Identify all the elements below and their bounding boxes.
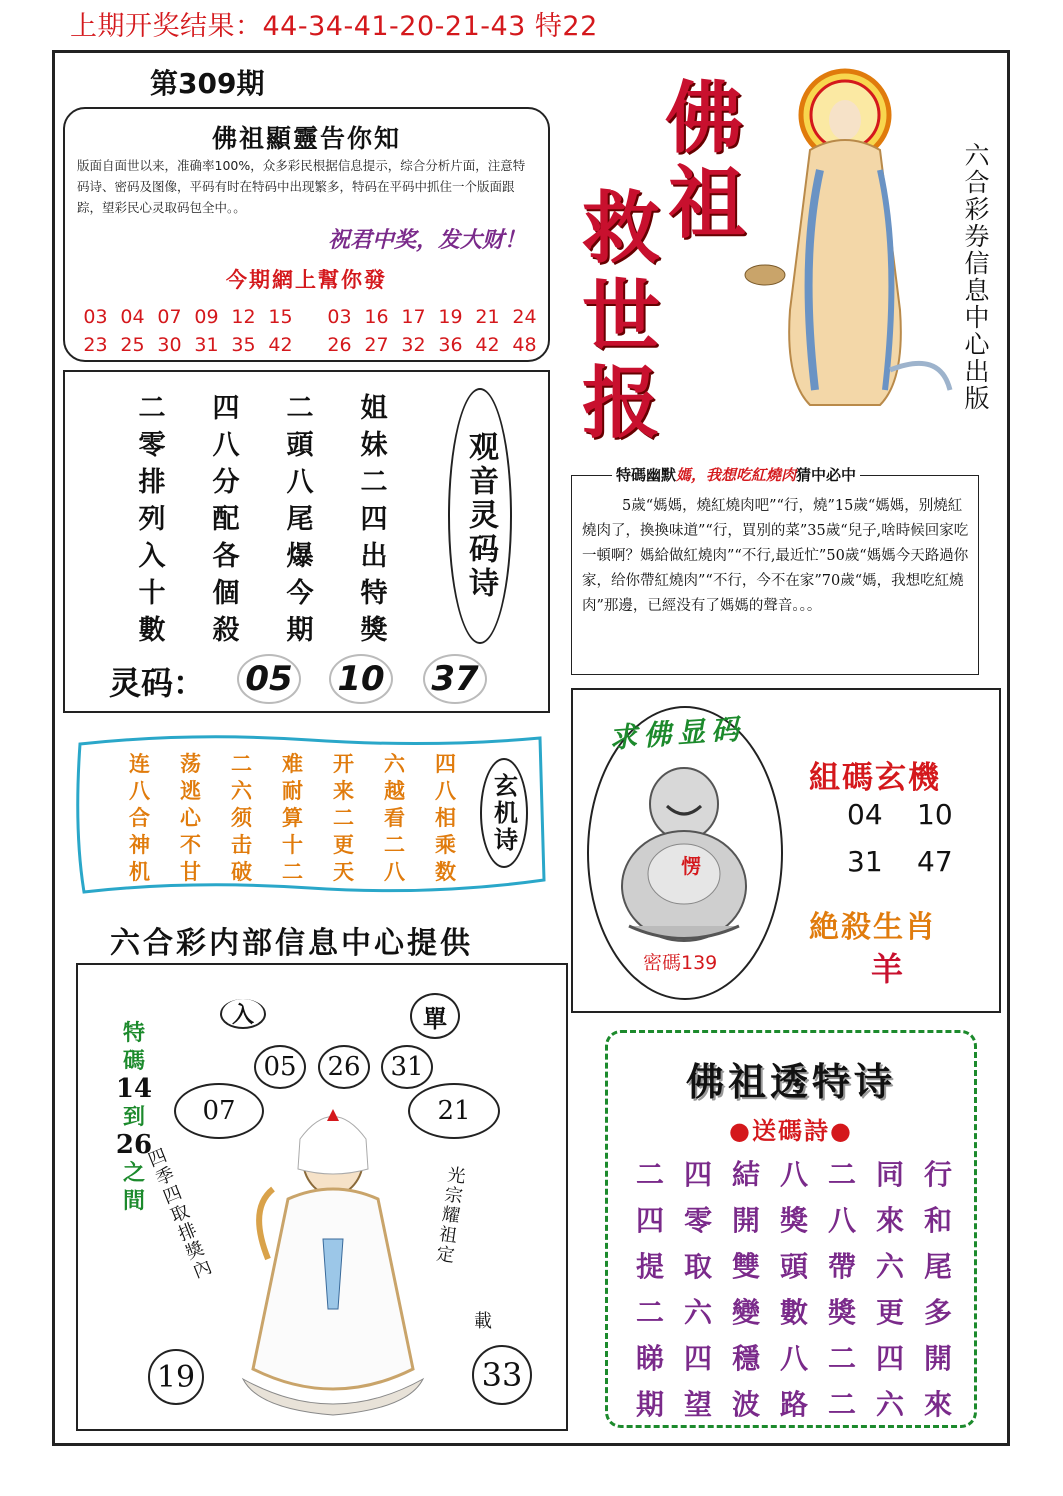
poem-char: 分 bbox=[212, 467, 240, 498]
xuanji-char: 天 bbox=[333, 859, 354, 884]
joke-body: 5歲“媽媽，燒紅燒肉吧”“行，燒”15歲“媽媽，别燒紅燒肉了，換換味道”“行，買别的菜”35歲“兒子,啥時候回家吃一頓啊？媽給做紅燒肉”“不行,最近忙”50歲“媽媽今天路過你家，给你帶紅燒肉”“不行，今不在家”70歲“媽，我想吃紅燒肉”那邊，已經没有了媽媽的聲音。。。 bbox=[582, 498, 969, 614]
notice-title: 佛祖顯靈告你知 bbox=[211, 124, 401, 153]
title-char-1: 佛 bbox=[665, 73, 744, 164]
xuanji-char: 越 bbox=[384, 778, 405, 803]
range-suffix: 之間 bbox=[122, 1160, 145, 1214]
top-num-3: 31 bbox=[381, 1045, 433, 1089]
poem-char: 姐 bbox=[360, 393, 388, 424]
group-code-2: 10 bbox=[917, 798, 953, 831]
tepoem-char: 四 bbox=[635, 1204, 664, 1237]
buddha-box bbox=[571, 688, 1001, 1013]
buddha-arc-title: 求佛显码 bbox=[608, 712, 747, 755]
group-code-3: 31 bbox=[847, 845, 883, 878]
poem-char: 殺 bbox=[212, 615, 240, 646]
tepoem-char: 四 bbox=[683, 1158, 712, 1191]
notice-numbers bbox=[77, 303, 543, 359]
xuanji-char: 心 bbox=[180, 805, 201, 830]
xuanji-char: 看 bbox=[384, 805, 405, 830]
tepoem-char: 零 bbox=[683, 1204, 712, 1237]
notice-wish: 祝君中奖，发大财！ bbox=[327, 227, 526, 253]
tepoem-char: 頭 bbox=[779, 1250, 808, 1283]
top-num-1: 05 bbox=[254, 1045, 306, 1089]
left-poem: 四季四取排獎內 bbox=[142, 1145, 215, 1283]
bottom-left-num: 19 bbox=[148, 1349, 204, 1405]
tepoem-char: 帶 bbox=[827, 1250, 856, 1283]
xuanji-char: 耐 bbox=[282, 778, 303, 803]
tepoem-char: 開 bbox=[923, 1342, 952, 1375]
tepoem-char: 多 bbox=[923, 1296, 952, 1329]
tepoem-char: 二 bbox=[635, 1296, 664, 1329]
poem-char: 四 bbox=[360, 504, 388, 535]
range-top: 特碼 bbox=[122, 1020, 145, 1074]
tepoem-char: 獎 bbox=[779, 1204, 808, 1237]
xuanji-char: 合 bbox=[129, 805, 150, 830]
right-poem: 光宗耀祖定 bbox=[432, 1164, 467, 1267]
xuanji-box bbox=[70, 730, 550, 900]
poem-char: 爆 bbox=[286, 541, 314, 572]
tepoem-char: 二 bbox=[827, 1158, 856, 1191]
tepoem-char: 期 bbox=[635, 1388, 664, 1421]
buddha-belly-label: 愣 bbox=[681, 854, 701, 878]
xuanji-char: 二 bbox=[384, 832, 405, 857]
xuanji-char: 二 bbox=[231, 751, 252, 776]
poem-char: 四 bbox=[212, 393, 240, 424]
code-1: 05 bbox=[237, 654, 301, 704]
joke-box bbox=[571, 466, 979, 675]
xuanji-char: 更 bbox=[333, 832, 354, 857]
xuanji-char: 连 bbox=[129, 751, 150, 776]
xuanji-char: 难 bbox=[282, 751, 303, 776]
tepoem-char: 路 bbox=[779, 1388, 808, 1421]
poem-char: 特 bbox=[360, 578, 388, 609]
tepoem-char: 結 bbox=[731, 1158, 760, 1191]
joke-title-highlight: 媽，我想吃紅燒肉 bbox=[676, 466, 797, 484]
tepoem-char: 取 bbox=[683, 1250, 712, 1283]
tepoem-char: 尾 bbox=[923, 1250, 952, 1283]
range-mid: 到 bbox=[122, 1104, 145, 1130]
poem-side-label: 观音灵码诗 bbox=[448, 388, 512, 644]
xuanji-side-label: 玄机诗 bbox=[480, 758, 528, 868]
poem-char: 個 bbox=[212, 578, 240, 609]
code-label: 灵码： bbox=[109, 664, 206, 702]
right-poem-end: 載 bbox=[474, 1311, 492, 1332]
poem-char: 出 bbox=[360, 541, 388, 572]
xuanji-char: 八 bbox=[384, 859, 405, 884]
tepoem-char: 二 bbox=[635, 1158, 664, 1191]
guanyin-illustration bbox=[740, 60, 955, 420]
numbers-row-1: 03 04 07 09 12 15 03 16 17 19 21 24 bbox=[83, 306, 537, 328]
xuanji-char: 破 bbox=[231, 859, 252, 884]
xuanji-grid bbox=[114, 748, 471, 883]
poem-box bbox=[63, 370, 550, 713]
tepoem-char: 來 bbox=[875, 1204, 904, 1237]
joke-title bbox=[612, 464, 860, 485]
top-left-char: 入 bbox=[220, 999, 266, 1029]
tepoem-char: 更 bbox=[875, 1296, 904, 1329]
joke-title-post: 猜中必中 bbox=[796, 466, 857, 484]
range-end: 26 bbox=[115, 1130, 153, 1160]
tepoem-char: 睇 bbox=[635, 1342, 664, 1375]
title-char-2: 祖 bbox=[668, 158, 747, 249]
tepoem-char: 雙 bbox=[731, 1250, 760, 1283]
tepoem-char: 提 bbox=[635, 1250, 664, 1283]
tepoem-grid bbox=[626, 1153, 962, 1429]
kill-title: 絶殺生肖 bbox=[809, 910, 937, 945]
tepoem-subtitle: ●送碼詩● bbox=[729, 1116, 853, 1145]
poem-char: 尾 bbox=[286, 504, 314, 535]
tepoem-char: 變 bbox=[731, 1296, 760, 1329]
tepoem-char: 四 bbox=[683, 1342, 712, 1375]
issue-number: 第309期 bbox=[150, 67, 265, 100]
poem-char: 二 bbox=[286, 393, 314, 424]
xuanji-char: 六 bbox=[231, 778, 252, 803]
xuanji-char: 逃 bbox=[180, 778, 201, 803]
xuanji-char: 击 bbox=[231, 832, 252, 857]
xuanji-char: 来 bbox=[333, 778, 354, 803]
xuanji-char: 八 bbox=[435, 778, 456, 803]
tepoem-char: 六 bbox=[683, 1296, 712, 1329]
xuanji-char: 须 bbox=[231, 805, 252, 830]
code-3: 37 bbox=[423, 654, 487, 704]
tepoem-char: 數 bbox=[779, 1296, 808, 1329]
group-title: 組碼玄機 bbox=[809, 760, 941, 796]
tepoem-char: 行 bbox=[923, 1158, 952, 1191]
last-result: 上期开奖结果：44-34-41-20-21-43 特22 bbox=[70, 11, 598, 42]
xuanji-char: 二 bbox=[282, 859, 303, 884]
xuanji-char: 荡 bbox=[180, 751, 201, 776]
tepoem-char: 八 bbox=[779, 1158, 808, 1191]
xuanji-char: 乘 bbox=[435, 832, 456, 857]
notice-body: 版面自面世以来，准确率100%，众多彩民根据信息提示，综合分析片面，注意特码诗、密码及图像，平码有时在特码中出现繁多，特码在平码中抓住一个版面跟踪，望彩民心灵取码包全中。。 bbox=[77, 158, 526, 215]
poem-char: 八 bbox=[212, 430, 240, 461]
top-right-char: 單 bbox=[410, 993, 460, 1039]
xuanji-char: 四 bbox=[435, 751, 456, 776]
tepoem-char: 穩 bbox=[731, 1342, 760, 1375]
title-char-4: 世 bbox=[582, 271, 661, 362]
poem-char: 各 bbox=[212, 541, 240, 572]
guanyin-figure bbox=[740, 60, 955, 420]
xuanji-char: 二 bbox=[333, 805, 354, 830]
poem-char: 配 bbox=[212, 504, 240, 535]
poem-char: 今 bbox=[286, 578, 314, 609]
xuanji-char: 十 bbox=[282, 832, 303, 857]
tepoem-char: 八 bbox=[779, 1342, 808, 1375]
notice-subtitle: 今期網上幫你發 bbox=[226, 267, 387, 292]
range-start: 14 bbox=[115, 1074, 153, 1104]
bottom-right-num: 33 bbox=[472, 1345, 532, 1405]
tepoem-char: 八 bbox=[827, 1204, 856, 1237]
tepoem-char: 和 bbox=[923, 1204, 952, 1237]
xuanji-char: 算 bbox=[282, 805, 303, 830]
poem-char: 數 bbox=[138, 615, 166, 646]
left-num: 07 bbox=[174, 1083, 264, 1139]
right-num: 21 bbox=[408, 1083, 500, 1139]
tepoem-char: 望 bbox=[683, 1388, 712, 1421]
poem-char: 排 bbox=[138, 467, 166, 498]
group-code-1: 04 bbox=[847, 798, 883, 831]
tepoem-char: 四 bbox=[875, 1342, 904, 1375]
title-char-3: 救 bbox=[582, 183, 661, 274]
poem-char: 獎 bbox=[360, 615, 388, 646]
poem-char: 二 bbox=[138, 393, 166, 424]
tepoem-char: 二 bbox=[827, 1342, 856, 1375]
secret-code: 密碼139 bbox=[643, 952, 718, 974]
tepoem-char: 開 bbox=[731, 1204, 760, 1237]
range-vertical bbox=[114, 1019, 154, 1215]
guanyin-seated-illustration bbox=[228, 1099, 438, 1417]
tepoem-title: 佛祖透特诗 bbox=[685, 1059, 896, 1104]
provider-line: 六合彩内部信息中心提供 bbox=[110, 926, 473, 961]
tepoem-char: 六 bbox=[875, 1250, 904, 1283]
xuanji-char: 八 bbox=[129, 778, 150, 803]
tepoem-char: 來 bbox=[923, 1388, 952, 1421]
tepoem-box bbox=[605, 1030, 977, 1428]
tepoem-char: 二 bbox=[827, 1388, 856, 1421]
poem-char: 妹 bbox=[360, 430, 388, 461]
numbers-row-2: 23 25 30 31 35 42 26 27 32 36 42 48 bbox=[83, 334, 537, 356]
tepoem-char: 六 bbox=[875, 1388, 904, 1421]
title-char-5: 报 bbox=[582, 358, 661, 449]
publisher: 六合彩券信息中心出版 bbox=[961, 142, 990, 412]
poem-char: 頭 bbox=[286, 430, 314, 461]
xuanji-char: 不 bbox=[180, 832, 201, 857]
poem-char: 十 bbox=[138, 578, 166, 609]
notice-box bbox=[63, 107, 550, 362]
xuanji-char: 六 bbox=[384, 751, 405, 776]
xuanji-char: 甘 bbox=[180, 859, 201, 884]
xuanji-char: 相 bbox=[435, 805, 456, 830]
poem-char: 八 bbox=[286, 467, 314, 498]
xuanji-char: 数 bbox=[435, 859, 456, 884]
poem-char: 期 bbox=[286, 615, 314, 646]
code-2: 10 bbox=[329, 654, 393, 704]
tepoem-char: 波 bbox=[731, 1388, 760, 1421]
group-code-4: 47 bbox=[917, 845, 953, 878]
top-num-2: 26 bbox=[318, 1045, 370, 1089]
tepoem-char: 同 bbox=[875, 1158, 904, 1191]
xuanji-char: 机 bbox=[129, 859, 150, 884]
tepoem-char: 獎 bbox=[827, 1296, 856, 1329]
lower-box bbox=[76, 963, 568, 1431]
poem-grid bbox=[115, 386, 411, 645]
xuanji-char: 神 bbox=[129, 832, 150, 857]
kill-value: 羊 bbox=[871, 950, 904, 988]
poem-char: 入 bbox=[138, 541, 166, 572]
poem-char: 二 bbox=[360, 467, 388, 498]
poem-char: 列 bbox=[138, 504, 166, 535]
poem-char: 零 bbox=[138, 430, 166, 461]
joke-title-pre: 特碼幽默 bbox=[616, 466, 677, 484]
xuanji-char: 开 bbox=[333, 751, 354, 776]
